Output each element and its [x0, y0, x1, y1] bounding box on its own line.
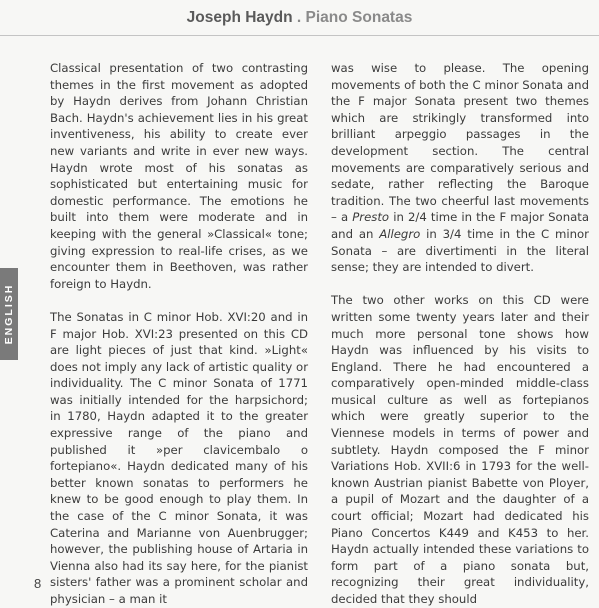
right-p1-text-e: time in the C minor Sonata – are divertimenti in the literal sense; they are intended to divert.: [331, 226, 589, 275]
time-signature-2-4: 2/4: [407, 210, 427, 225]
right-column: [331, 60, 589, 608]
left-paragraph-1: Classical presentation of two contrasting themes in the first movement as adopted by Haydn derives from Johann Christian Bach. Haydn's achievement lies in his great inventiveness, his ability to create ever new variants and write in ever new ways. Haydn wrote most of his sonatas as sophisticated but entertaining music for domestic performance. The emotions he built into them were moderate and in keeping with the general »Classical« tone; giving expression to real-life crises, as we encounter them in Beethoven, was rather foreign to Haydn.: [50, 61, 308, 291]
running-header: [0, 0, 599, 34]
time-signature-3-4: 3/4: [442, 226, 462, 241]
language-tab: [0, 268, 18, 360]
page-number: 8: [34, 576, 42, 591]
tempo-presto: Presto: [352, 210, 390, 225]
right-p1-text-b: in: [389, 210, 408, 225]
left-column: [50, 60, 308, 608]
left-paragraph-2: The Sonatas in C minor Hob. XVI:20 and in F major Hob. XVI:23 presented on this CD are light pieces of just that kind. »Light« does not imply any lack of artistic quality or individuality. The C minor Sonata of 1771 was initially intended for the harpsichord; in 1780, Haydn adapted it to the greater expressive range of the piano and published it »per clavicembalo o fortepiano«. Haydn dedicated many of his better known sonatas to performers he knew to be good enough to play them. In the case of the C minor Sonata, it was Caterina and Marianne von Auenbrugger; however, the publishing house of Artaria in Vienna also had its say here, for the pianist sisters' father was a prominent scholar and physician – a man it: [50, 309, 308, 606]
header-rule: [0, 35, 599, 36]
header-composer: Joseph Haydn: [186, 9, 293, 26]
header-separator: .: [296, 9, 302, 26]
right-p1-text-a: was wise to please. The opening movements of both the C minor Sonata and the F major Sonata present two themes which are strikingly transformed into brilliant arpeggio passages in the development section. The central movements are comparatively serious and sedate, rather reflecting the Baroque tradition. The two cheerful last movements – a: [331, 61, 589, 225]
header-work-title: Piano Sonatas: [305, 9, 413, 26]
right-paragraph-2: The two other works on this CD were written some twenty years later and their much more personal tone shows how Haydn was influenced by his visits to England. There he had encountered a comparatively open-minded middle-class musical culture as well as fortepianos which were greatly superior to the Viennese models in terms of power and subtlety. Haydn composed the F minor Variations Hob. XVII:6 in 1793 for the well-known Austrian pianist Babette von Ployer, a pupil of Mozart and the daughter of a court official; Mozart had dedicated his Piano Concertos K449 and K453 to her. Haydn actually intended these variations to form part of a piano sonata but, recognizing their great individuality, decided that they should: [331, 293, 589, 606]
tempo-allegro: Allegro: [379, 226, 421, 241]
right-p1-text-d: in: [420, 226, 443, 241]
language-tab-label: ENGLISH: [3, 283, 15, 345]
right-paragraph-1: [331, 60, 589, 276]
right-p1-text-c: time in the F major Sonata and an: [331, 210, 590, 241]
